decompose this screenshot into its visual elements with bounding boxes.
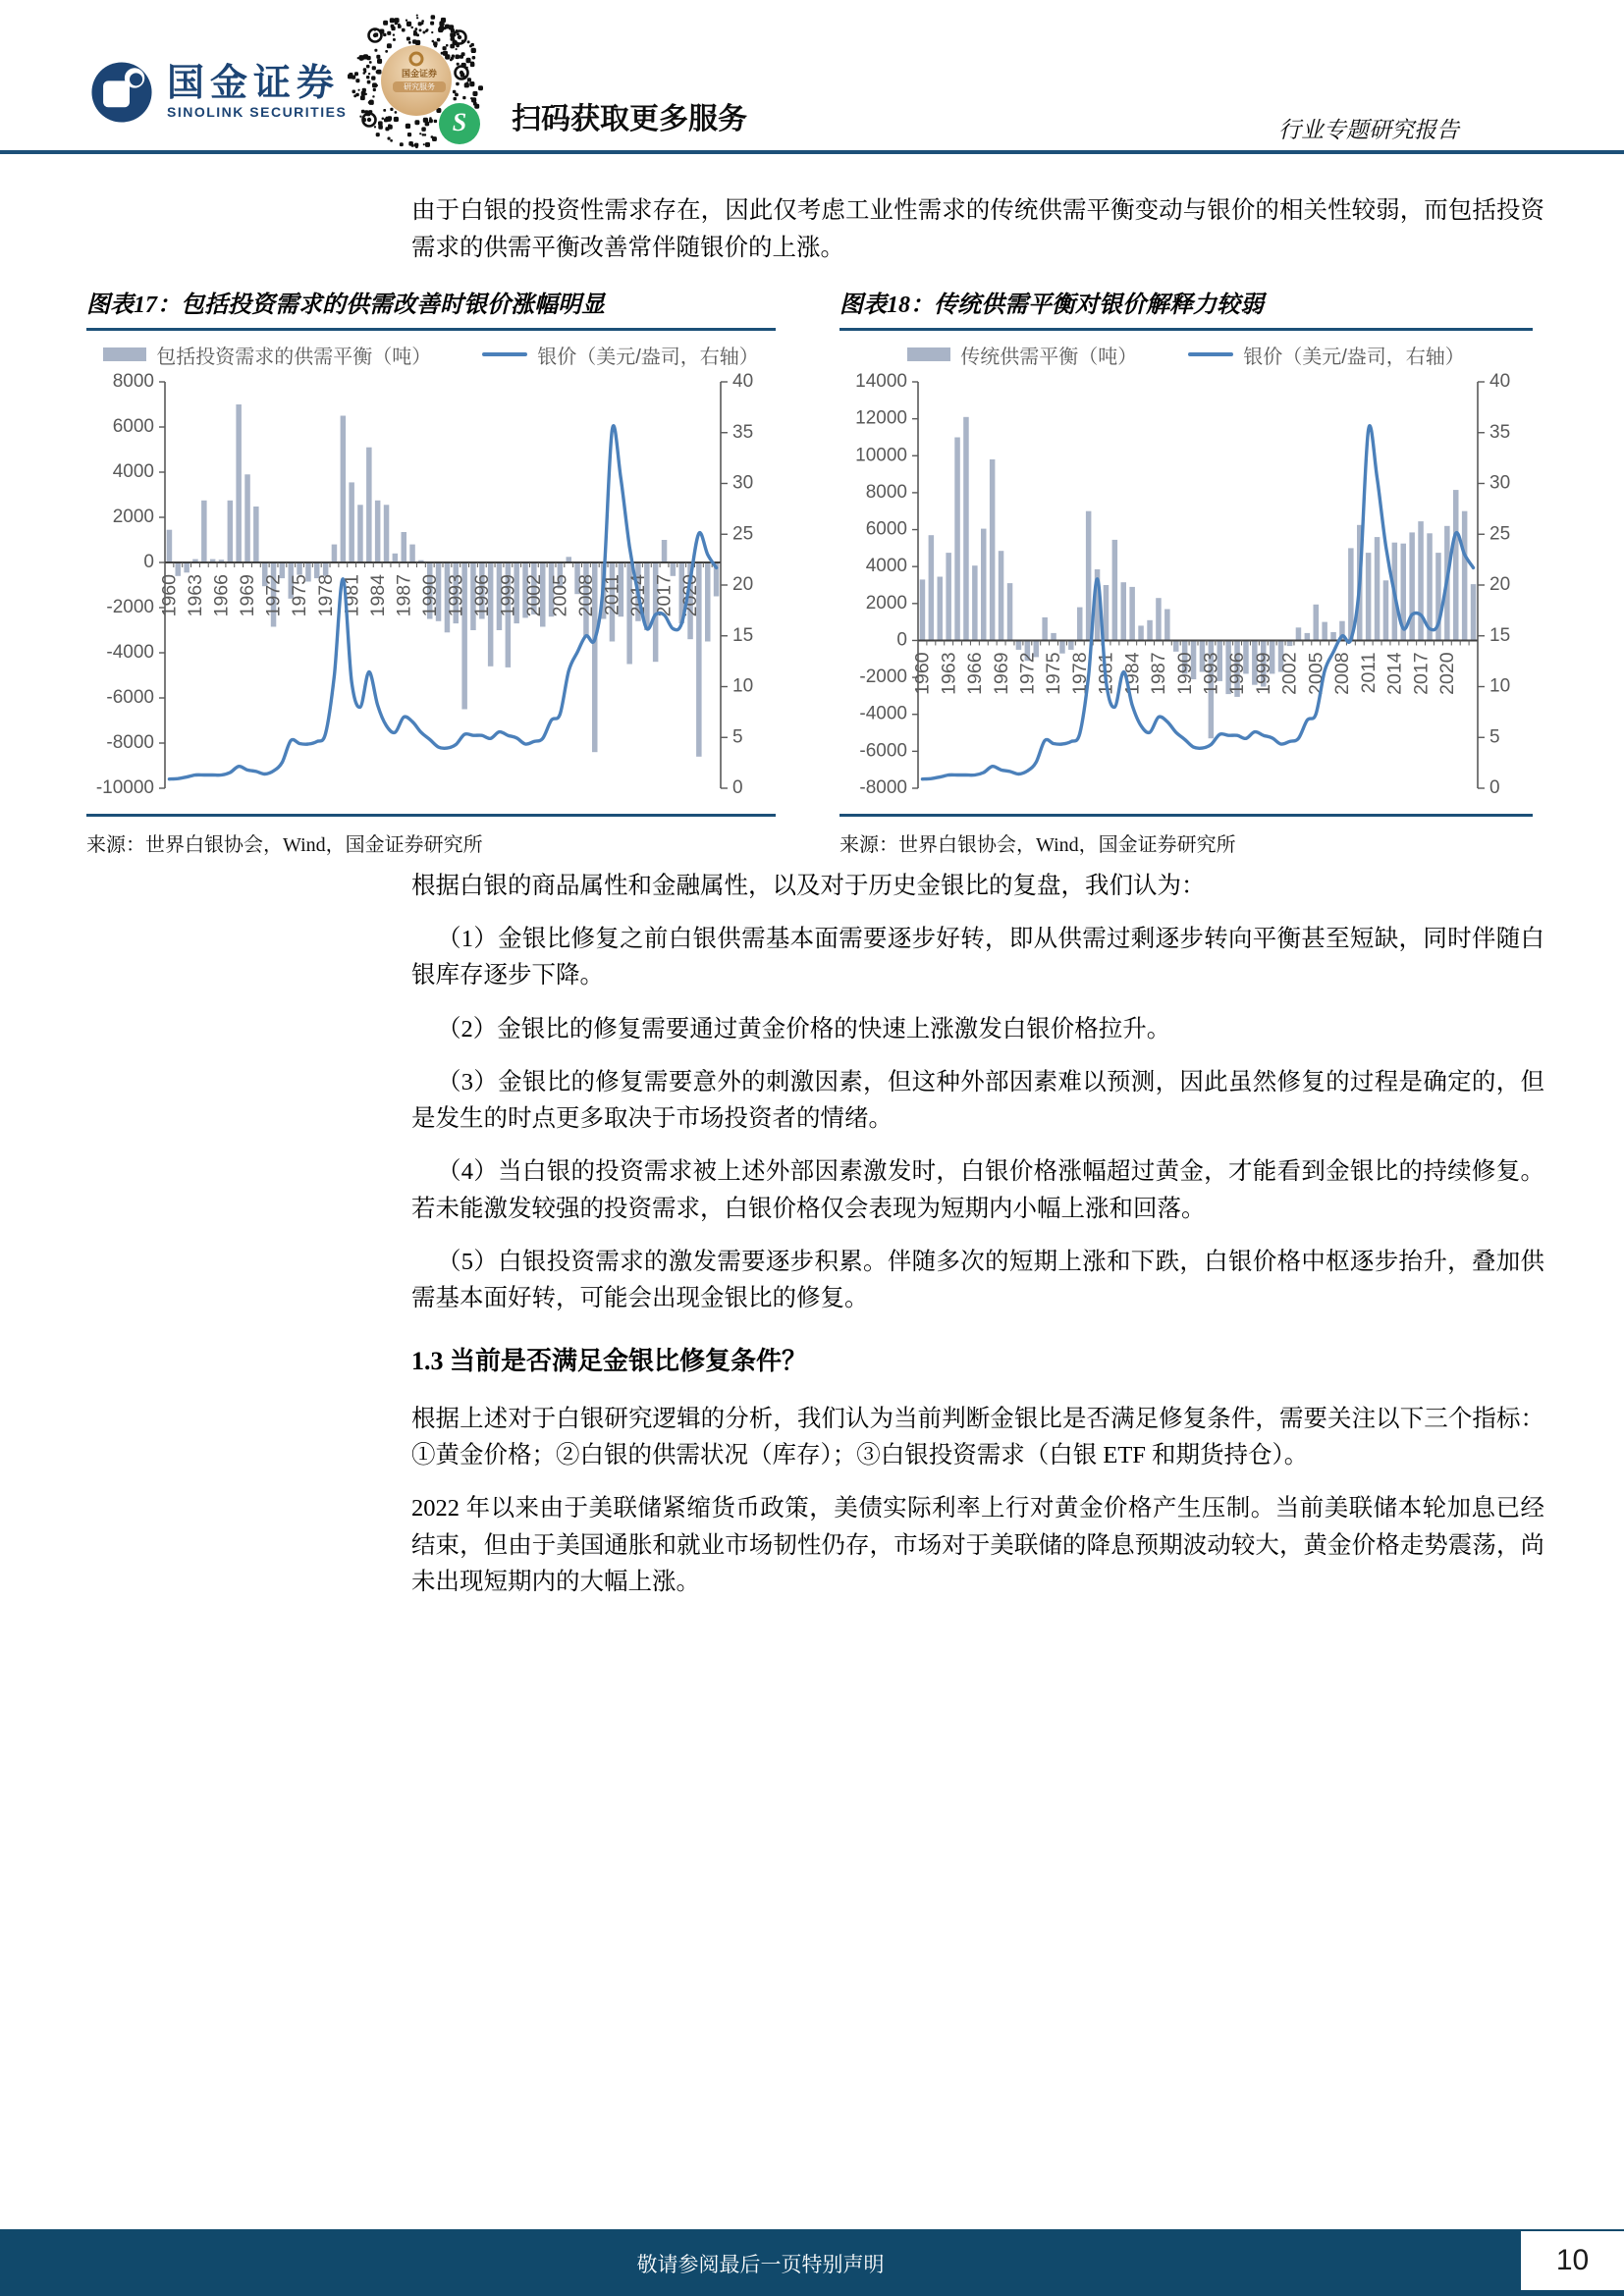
figures-row <box>86 285 1533 857</box>
svg-text:35: 35 <box>732 421 754 443</box>
svg-text:40: 40 <box>1489 371 1511 393</box>
svg-text:30: 30 <box>1489 472 1511 494</box>
svg-text:1966: 1966 <box>210 574 233 617</box>
svg-text:1981: 1981 <box>1095 652 1117 695</box>
svg-text:2011: 2011 <box>601 574 623 615</box>
figure-18-source: 来源：世界白银协会，Wind，国金证券研究所 <box>839 834 1236 856</box>
svg-text:1978: 1978 <box>1068 652 1091 695</box>
svg-text:S: S <box>452 107 467 136</box>
svg-text:-4000: -4000 <box>859 703 907 724</box>
figure-17-source: 来源：世界白银协会，Wind，国金证券研究所 <box>86 834 483 856</box>
figure-18 <box>839 285 1533 857</box>
body-text <box>411 868 1544 1617</box>
figure-18-title: 图表18：传统供需平衡对银价解释力较弱 <box>839 293 1264 318</box>
figure-17-title: 图表17：包括投资需求的供需改善时银价涨幅明显 <box>86 293 605 318</box>
figure-18-legend <box>839 343 1533 366</box>
paragraph-indicators: 根据上述对于白银研究逻辑的分析，我们认为当前判断金银比是否满足修复条件，需要关注以下三个指标：①黄金价格；②白银的供需状况（库存）；③白银投资需求（白银 ETF 和期货持仓）。 <box>411 1405 1544 1469</box>
svg-text:1996: 1996 <box>470 574 493 617</box>
svg-text:10: 10 <box>732 675 754 697</box>
svg-text:2017: 2017 <box>1410 652 1433 695</box>
footer-disclaimer: 敬请参阅最后一页特别声明 <box>636 2253 885 2276</box>
line-legend-swatch <box>482 352 527 356</box>
svg-text:-6000: -6000 <box>859 740 907 762</box>
intro-paragraph: 由于白银的投资性需求存在，因此仅考虑工业性需求的传统供需平衡变动与银价的相关性较弱，而包括投资需求的供需平衡改善常伴随银价的上涨。 <box>411 197 1544 261</box>
svg-text:1966: 1966 <box>964 652 987 695</box>
svg-text:1981: 1981 <box>341 574 363 617</box>
svg-text:20: 20 <box>732 574 754 596</box>
svg-text:1999: 1999 <box>497 574 519 617</box>
svg-text:2000: 2000 <box>112 507 154 528</box>
svg-text:2011: 2011 <box>1357 652 1380 694</box>
svg-text:35: 35 <box>1489 421 1511 443</box>
paragraph-2022: 2022 年以来由于美联储紧缩货币政策，美债实际利率上行对黄金价格产生压制。当前美联储本轮加息已经结束，但由于美国通胀和就业市场韧性仍存，市场对于美联储的降息预期波动较大，黄金价格走势震荡，尚未出现短期内的大幅上涨。 <box>411 1495 1544 1595</box>
svg-text:1993: 1993 <box>1200 652 1222 695</box>
svg-text:2008: 2008 <box>1331 652 1354 695</box>
svg-text:2002: 2002 <box>523 574 546 617</box>
svg-text:15: 15 <box>732 624 754 646</box>
svg-text:6000: 6000 <box>112 416 154 438</box>
svg-text:8000: 8000 <box>865 481 907 503</box>
svg-text:1978: 1978 <box>314 574 337 617</box>
svg-text:2020: 2020 <box>1435 652 1458 695</box>
svg-text:4000: 4000 <box>112 461 154 483</box>
svg-text:20: 20 <box>1489 574 1511 596</box>
svg-text:1996: 1996 <box>1226 652 1249 695</box>
svg-text:1987: 1987 <box>393 574 415 617</box>
traditional-balance-chart <box>839 370 1533 814</box>
bar-legend-label: 传统供需平衡（吨） <box>960 346 1138 368</box>
svg-text:-8000: -8000 <box>106 732 154 754</box>
svg-text:12000: 12000 <box>855 407 907 429</box>
list-item-1: （1）金银比修复之前白银供需基本面需要逐步好转，即从供需过剩逐步转向平衡甚至短缺，同时伴随白银库存逐步下降。 <box>411 926 1544 989</box>
svg-text:1999: 1999 <box>1252 652 1274 695</box>
investment-demand-balance-chart <box>86 370 776 814</box>
paragraph-lead: 根据白银的商品属性和金融属性，以及对于历史金银比的复盘，我们认为： <box>411 873 1206 899</box>
brand-name-cn: 国金证券 <box>167 63 341 105</box>
bar-legend-swatch <box>103 347 146 361</box>
qr-code <box>346 10 493 157</box>
line-legend-label: 银价（美元/盎司，右轴） <box>537 346 759 368</box>
line-legend-swatch <box>1188 352 1233 356</box>
qr-badge-subtitle: 研究服务 <box>393 81 446 92</box>
svg-text:4000: 4000 <box>865 556 907 577</box>
svg-text:1960: 1960 <box>911 652 934 695</box>
svg-text:14000: 14000 <box>855 371 907 393</box>
list-item-3: （3）金银比的修复需要意外的刺激因素，但这种外部因素难以预测，因此虽然修复的过程是确定的，但是发生的时点更多取决于市场投资者的情绪。 <box>411 1068 1544 1133</box>
svg-text:1969: 1969 <box>237 574 259 617</box>
figure-17-top-rule <box>86 328 776 331</box>
svg-text:10: 10 <box>1489 675 1511 697</box>
qr-badge-title: 国金证券 <box>401 69 437 79</box>
figure-17-legend <box>86 343 776 366</box>
svg-text:30: 30 <box>732 472 754 494</box>
svg-text:0: 0 <box>732 777 743 799</box>
line-legend-label: 银价（美元/盎司，右轴） <box>1243 346 1465 368</box>
svg-text:1984: 1984 <box>1121 652 1144 695</box>
brand-logo <box>90 61 347 124</box>
list-item-4: （4）当白银的投资需求被上述外部因素激发时，白银价格涨幅超过黄金，才能看到金银比的持续修复。若未能激发较强的投资需求，白银价格仅会表现为短期内小幅上涨和回落。 <box>411 1158 1544 1222</box>
section-heading: 1.3 当前是否满足金银比修复条件？ <box>411 1347 808 1376</box>
svg-text:5: 5 <box>1489 726 1500 748</box>
svg-text:25: 25 <box>1489 523 1511 545</box>
svg-text:1963: 1963 <box>185 574 207 617</box>
bar-legend-swatch <box>907 347 950 361</box>
svg-text:1975: 1975 <box>1043 652 1065 695</box>
svg-text:0: 0 <box>896 629 907 651</box>
svg-text:0: 0 <box>1489 777 1500 799</box>
bar-legend-label: 包括投资需求的供需平衡（吨） <box>156 346 432 368</box>
svg-text:1969: 1969 <box>990 652 1012 695</box>
svg-text:2008: 2008 <box>575 574 598 617</box>
brand-name-en: SINOLINK SECURITIES <box>167 103 348 120</box>
list-item-2: （2）金银比的修复需要通过黄金价格的快速上涨激发白银价格拉升。 <box>437 1015 1171 1042</box>
svg-text:8000: 8000 <box>112 371 154 393</box>
header-divider <box>0 150 1624 154</box>
svg-text:40: 40 <box>732 371 754 393</box>
figure-17 <box>86 285 776 857</box>
figure-17-bottom-rule <box>86 814 776 817</box>
svg-text:1972: 1972 <box>1016 652 1039 695</box>
report-type-label: 行业专题研究报告 <box>1278 118 1459 142</box>
svg-text:2005: 2005 <box>549 574 571 617</box>
svg-text:1990: 1990 <box>418 574 441 617</box>
svg-text:1993: 1993 <box>445 574 467 617</box>
svg-text:1987: 1987 <box>1148 652 1170 695</box>
svg-text:25: 25 <box>732 523 754 545</box>
svg-text:10000: 10000 <box>855 445 907 466</box>
svg-text:1984: 1984 <box>366 574 389 617</box>
svg-text:1975: 1975 <box>289 574 311 617</box>
svg-text:1990: 1990 <box>1173 652 1196 695</box>
figure-18-top-rule <box>839 328 1533 331</box>
svg-text:1960: 1960 <box>158 574 181 617</box>
svg-text:2014: 2014 <box>1383 652 1406 695</box>
svg-text:2014: 2014 <box>627 574 650 617</box>
svg-text:5: 5 <box>732 726 743 748</box>
svg-text:1963: 1963 <box>938 652 960 695</box>
svg-text:-2000: -2000 <box>859 667 907 688</box>
svg-text:1972: 1972 <box>262 574 285 617</box>
svg-text:-8000: -8000 <box>859 777 907 799</box>
sinolink-logo-icon <box>90 61 153 124</box>
svg-text:-2000: -2000 <box>106 597 154 618</box>
svg-text:-10000: -10000 <box>95 777 154 799</box>
qr-caption: 扫码获取更多服务 <box>512 103 747 135</box>
figure-18-bottom-rule <box>839 814 1533 817</box>
list-item-5: （5）白银投资需求的激发需要逐步积累。伴随多次的短期上涨和下跌，白银价格中枢逐步抬升，叠加供需基本面好转，可能会出现金银比的修复。 <box>411 1248 1544 1312</box>
svg-text:2002: 2002 <box>1278 652 1301 695</box>
svg-text:2020: 2020 <box>679 574 702 617</box>
svg-text:2000: 2000 <box>865 592 907 614</box>
svg-text:6000: 6000 <box>865 518 907 540</box>
svg-text:2005: 2005 <box>1305 652 1327 695</box>
svg-text:-4000: -4000 <box>106 642 154 664</box>
svg-text:2017: 2017 <box>653 574 676 617</box>
page-number: 10 <box>1521 2231 1624 2290</box>
svg-text:-6000: -6000 <box>106 687 154 709</box>
svg-text:0: 0 <box>143 552 154 573</box>
svg-text:15: 15 <box>1489 624 1511 646</box>
